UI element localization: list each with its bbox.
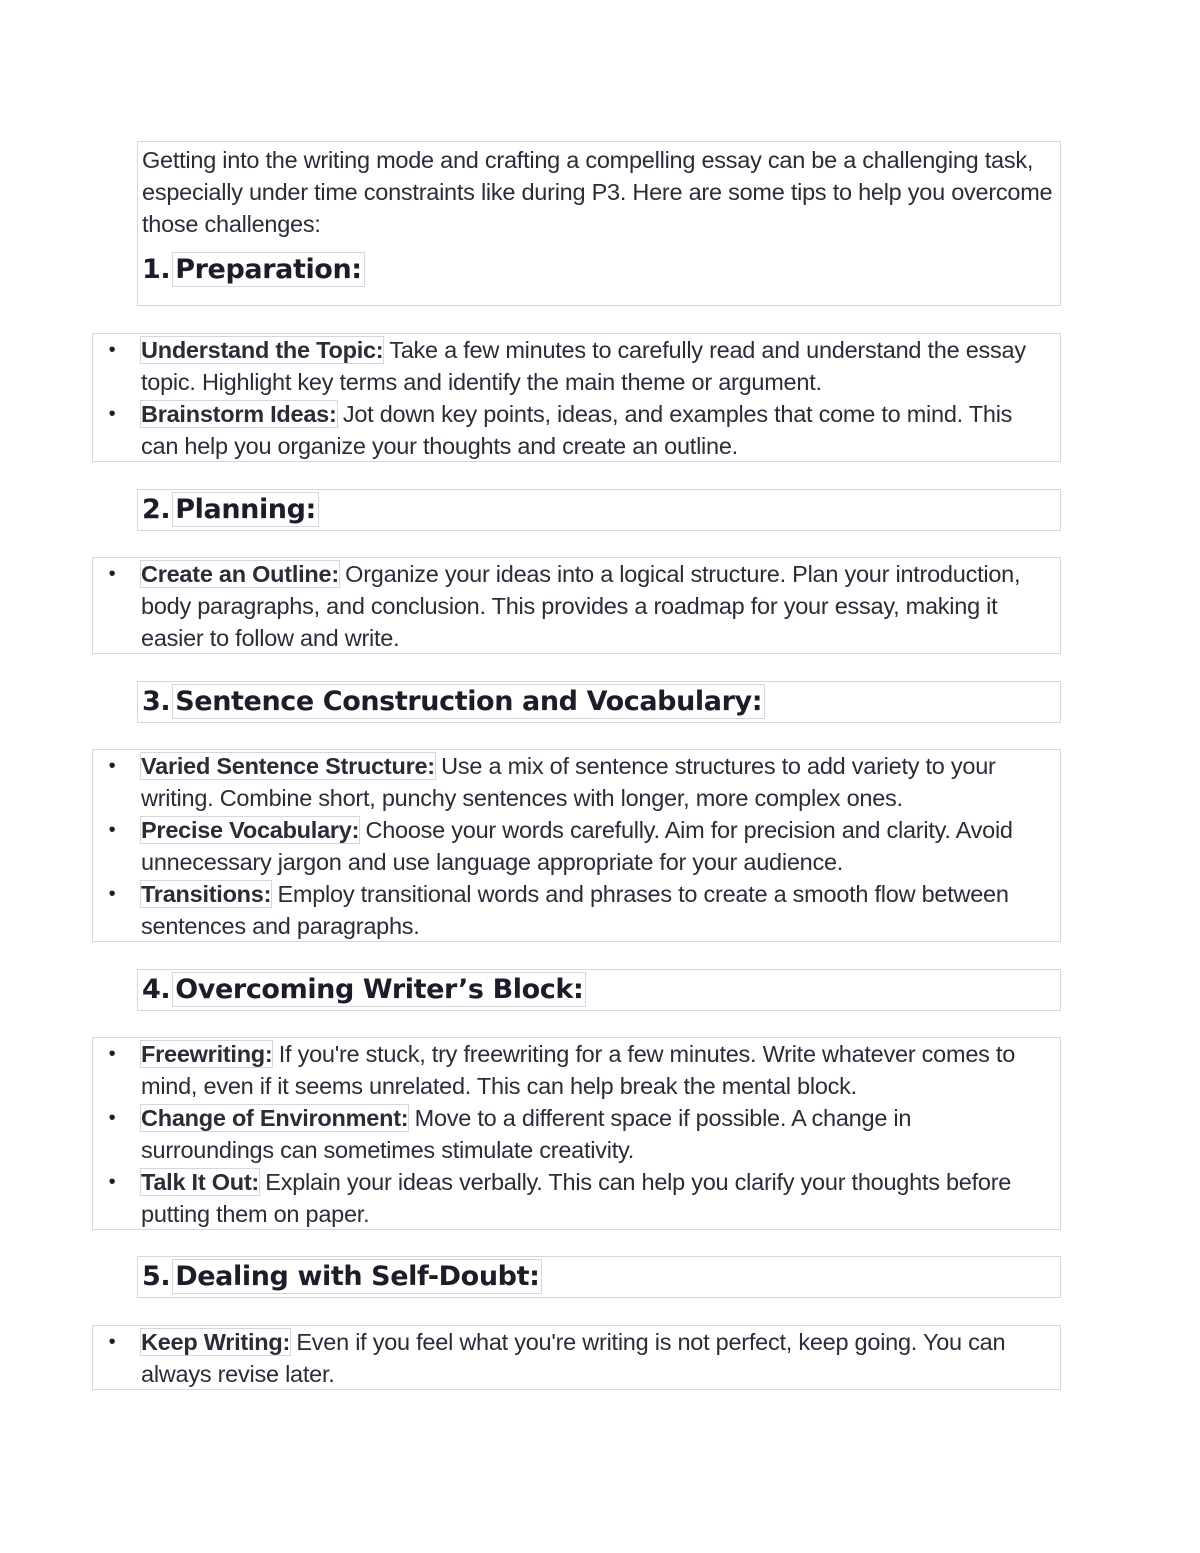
section-heading [138, 250, 1060, 288]
bullet-icon: • [108, 1107, 116, 1129]
list-item [93, 1038, 1060, 1102]
item-text: Even if you feel what you're writing is not perfect, keep going. You can always revise later. [141, 1329, 1006, 1387]
section-heading [138, 970, 1060, 1008]
heading-block [137, 489, 1061, 531]
list-item [93, 1102, 1060, 1166]
section-title: Planning: [172, 492, 319, 527]
item-text: Choose your words carefully. Aim for precision and clarity. Avoid unnecessary jargon and use language appropriate for your audience. [141, 817, 1013, 875]
item-text: Organize your ideas into a logical structure. Plan your introduction, body paragraphs, and conclusion. This provides a roadmap for your essay, making it easier to follow and write. [141, 561, 1021, 651]
item-text: Move to a different space if possible. A change in surroundings can sometimes stimulate creativity. [141, 1105, 912, 1163]
section-heading [138, 1257, 1060, 1295]
list-item [93, 1166, 1060, 1230]
section-list [92, 557, 1061, 654]
section-title: Sentence Construction and Vocabulary: [172, 684, 765, 719]
item-text: Take a few minutes to carefully read and understand the essay topic. Highlight key terms and identify the main theme or argument. [141, 337, 1026, 395]
bullet-icon: • [108, 1331, 116, 1353]
bullet-list [93, 1038, 1060, 1230]
bullet-list [93, 1326, 1060, 1390]
item-text: Jot down key points, ideas, and examples that come to mind. This can help you organize your thoughts and create an outline. [141, 401, 1013, 459]
section-list [92, 1037, 1061, 1230]
item-text: Use a mix of sentence structures to add variety to your writing. Combine short, punchy sentences with longer, more complex ones. [141, 753, 996, 811]
section-list [92, 1325, 1061, 1390]
list-item [93, 878, 1060, 942]
heading-block [137, 681, 1061, 723]
bullet-list [93, 750, 1060, 942]
bullet-icon: • [108, 1043, 116, 1065]
item-term: Brainstorm Ideas: [141, 401, 337, 427]
bullet-icon: • [108, 563, 116, 585]
bullet-icon: • [108, 339, 116, 361]
heading-block [137, 1256, 1061, 1298]
item-term: Change of Environment: [141, 1105, 409, 1131]
list-item [93, 334, 1060, 398]
section-number: 2. [142, 494, 171, 525]
section-number: 4. [142, 974, 171, 1005]
section-title: Dealing with Self-Doubt: [172, 1259, 542, 1294]
section-title: Preparation: [172, 252, 364, 287]
item-term: Varied Sentence Structure: [141, 753, 435, 779]
list-item [93, 398, 1060, 462]
section-heading [138, 682, 1060, 720]
item-term: Precise Vocabulary: [141, 817, 360, 843]
section-number: 1. [142, 254, 171, 285]
list-item [93, 814, 1060, 878]
list-item [93, 558, 1060, 654]
intro-block [137, 141, 1061, 306]
item-text: If you're stuck, try freewriting for a few minutes. Write whatever comes to mind, even if it seems unrelated. This can help break the mental block. [141, 1041, 1016, 1099]
bullet-list [93, 558, 1060, 654]
section-title: Overcoming Writer’s Block: [172, 972, 586, 1007]
item-term: Understand the Topic: [141, 337, 384, 363]
bullet-icon: • [108, 819, 116, 841]
item-term: Talk It Out: [141, 1169, 259, 1195]
list-item [93, 1326, 1060, 1390]
item-text: Employ transitional words and phrases to create a smooth flow between sentences and paragraphs. [141, 881, 1009, 939]
list-item [93, 750, 1060, 814]
bullet-icon: • [108, 755, 116, 777]
bullet-icon: • [108, 403, 116, 425]
heading-block [137, 969, 1061, 1011]
item-term: Transitions: [141, 881, 272, 907]
bullet-list [93, 334, 1060, 462]
item-term: Freewriting: [141, 1041, 273, 1067]
item-term: Create an Outline: [141, 561, 339, 587]
bullet-icon: • [108, 883, 116, 905]
intro-paragraph: Getting into the writing mode and crafting a compelling essay can be a challenging task, especially under time constraints like during P3. Here are some tips to help you overcome those challenges: [142, 147, 1053, 237]
section-list [92, 749, 1061, 942]
item-text: Explain your ideas verbally. This can help you clarify your thoughts before putting them on paper. [141, 1169, 1012, 1227]
section-heading [138, 490, 1060, 528]
section-list [92, 333, 1061, 462]
bullet-icon: • [108, 1171, 116, 1193]
section-number: 5. [142, 1261, 171, 1292]
item-term: Keep Writing: [141, 1329, 291, 1355]
section-number: 3. [142, 686, 171, 717]
